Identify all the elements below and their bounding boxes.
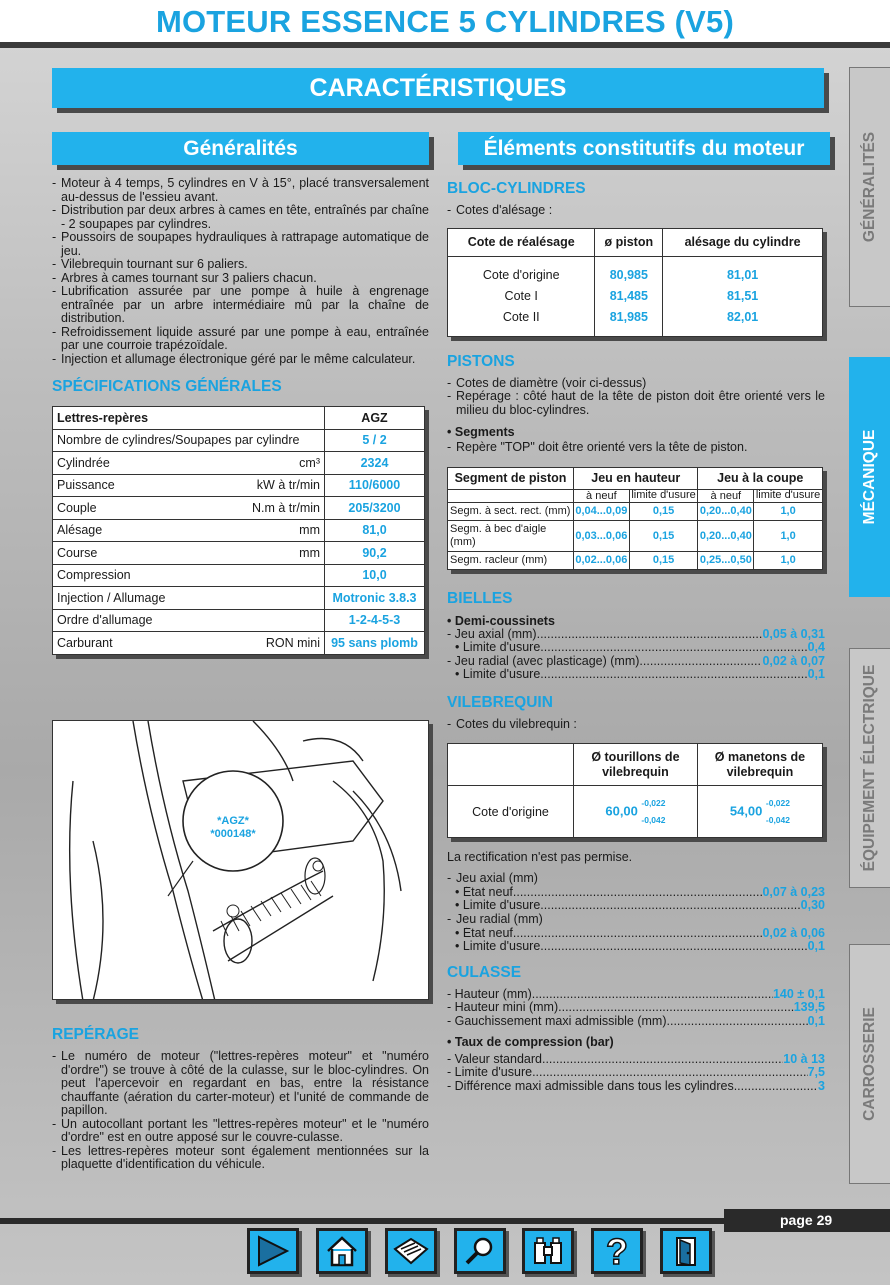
- list-item: - Les lettres-repères moteur sont également mentionnées sur la plaquette d'identification du véhicule.: [52, 1143, 429, 1171]
- list-item: - Distribution par deux arbres à cames en tête, entraînés par chaîne - 2 soupapes par cylindres.: [52, 203, 429, 231]
- specs-table: [52, 406, 425, 655]
- generalites-heading: Généralités: [52, 132, 429, 165]
- table-row: Injection / Allumage Motronic 3.8.3: [53, 587, 425, 610]
- page-title: MOTEUR ESSENCE 5 CYLINDRES (V5): [155, 4, 735, 39]
- table-row: Compression 10,0: [53, 564, 425, 587]
- taux-title: • Taux de compression (bar): [447, 1034, 614, 1049]
- vilebrequin-table: [447, 743, 823, 838]
- left-column: [52, 177, 429, 655]
- table-row: à neuf limite d'usure à neuf limite d'usure: [448, 489, 823, 502]
- binoculars-icon: [530, 1235, 566, 1267]
- svg-text:?: ?: [606, 1233, 628, 1269]
- leader-line: - Jeu axial (mm) ..... 0,05 à 0,31: [447, 628, 825, 642]
- next-arrow-icon: [255, 1235, 291, 1267]
- list-item: - Jeu axial (mm): [447, 871, 538, 886]
- help-button[interactable]: [591, 1228, 643, 1274]
- section-title: CARACTÉRISTIQUES: [52, 68, 824, 108]
- list-item: - Jeu radial (mm): [447, 912, 543, 927]
- table-row: Cote d'origine 60,00 -0,022 -0,042 54,00 -0,022 -0,042: [448, 786, 823, 838]
- document-button[interactable]: [385, 1228, 437, 1274]
- segments-table: [447, 467, 823, 570]
- tab-equipement-electrique[interactable]: ÉQUIPEMENT ÉLECTRIQUE: [849, 648, 890, 888]
- binoculars-button[interactable]: [522, 1228, 574, 1274]
- leader-line: - Valeur standard ..... 10 à 13: [447, 1053, 825, 1067]
- list-item: - Repérage : côté haut de la tête de piston doit être orienté vers le milieu du bloc-cylindres.: [447, 389, 825, 417]
- table-row: Cylindrée cm³ 2324: [53, 452, 425, 475]
- table-row: Segm. racleur (mm) 0,02...0,06 0,15 0,25...0,50 1,0: [448, 551, 823, 569]
- culasse-heading: CULASSE: [447, 963, 522, 981]
- leader-line: - Gauchissement maxi admissible (mm) ..... 0,1: [447, 1015, 825, 1029]
- list-item: - Injection et allumage électronique géré par le même calculateur.: [52, 351, 416, 366]
- vilebrequin-heading: VILEBREQUIN: [447, 693, 553, 711]
- leader-line: - Différence maxi admissible dans tous les cylindres ..... 3: [447, 1080, 825, 1094]
- home-icon: [324, 1235, 360, 1267]
- leader-line: • État neuf ..... 0,02 à 0,06: [447, 927, 825, 941]
- table-row: Alésage mm 81,0: [53, 519, 425, 542]
- engine-photo: [52, 720, 429, 1000]
- help-icon: [599, 1233, 635, 1269]
- bloc-table: [447, 228, 823, 337]
- leader-line: • Limite d'usure ..... 0,1: [447, 940, 825, 954]
- list-item: - Refroidissement liquide assuré par une pompe à eau, entraînée par une courroie trapézoïdale.: [52, 324, 429, 352]
- leader-line: • Limite d'usure ..... 0,1: [447, 668, 825, 682]
- table-row: Couple N.m à tr/min 205/3200: [53, 497, 425, 520]
- table-row: Segm. à bec d'aigle (mm) 0,03...0,06 0,15 0,20...0,40 1,0: [448, 520, 823, 551]
- table-row: Segm. à sect. rect. (mm) 0,04...0,09 0,15 0,20...0,40 1,0: [448, 502, 823, 520]
- specs-heading: SPÉCIFICATIONS GÉNÉRALES: [52, 378, 282, 395]
- exit-button[interactable]: [660, 1228, 712, 1274]
- table-row: Ordre d'allumage 1-2-4-5-3: [53, 609, 425, 632]
- list-item: - Le numéro de moteur ("lettres-repères moteur" et "numéro d'ordre") se trouve à côté de la culasse, sur le bloc-cylindres. On peut l'apercevoir en regardant en bas, entre la résistance chauffante (aération du carter-moteur) et l'unité de commande de papillon.: [52, 1049, 429, 1117]
- tab-carrosserie[interactable]: CARROSSERIE: [849, 944, 890, 1184]
- list-item: - Moteur à 4 temps, 5 cylindres en V à 15°, placé transversalement au-dessus de l'essieu avant.: [52, 176, 429, 204]
- table-row: Nombre de cylindres/Soupapes par cylindre 5 / 2: [53, 429, 425, 452]
- table-row: Ø tourillons de vilebrequin Ø manetons de vilebrequin: [448, 744, 823, 786]
- leader-line: • Limite d'usure ..... 0,30: [447, 899, 825, 913]
- document-icon: [391, 1235, 431, 1267]
- table-row: Course mm 90,2: [53, 542, 425, 565]
- list-item: - Un autocollant portant les "lettres-repères moteur" et le "numéro d'ordre" est en outre apposé sur le couvre-culasse.: [52, 1116, 429, 1144]
- right-column: [447, 180, 825, 1093]
- table-row: Cote d'origine Cote I Cote II 80,985 81,485 81,985 81,01 81,51 82,01: [448, 256, 823, 336]
- leader-line: - Limite d'usure ..... 7,5: [447, 1066, 825, 1080]
- table-row: Segment de piston Jeu en hauteur Jeu à la coupe: [448, 467, 823, 489]
- header-divider: [0, 42, 890, 48]
- pistons-heading: PISTONS: [447, 352, 515, 370]
- list-item: - Arbres à cames tournant sur 3 paliers chacun.: [52, 270, 317, 285]
- search-icon: [462, 1235, 498, 1267]
- list-item: - Lubrification assurée par une pompe à huile à engrenage entraînée par un arbre intermédiaire mû par la chaîne de distribution.: [52, 284, 429, 325]
- leader-line: - Jeu radial (avec plasticage) (mm) ..... 0,02 à 0,07: [447, 655, 825, 669]
- bielles-heading: BIELLES: [447, 589, 513, 607]
- tab-generalites[interactable]: GÉNÉRALITÉS: [849, 67, 890, 307]
- page-number: page 29: [724, 1209, 890, 1232]
- segments-title: • Segments: [447, 425, 515, 439]
- search-button[interactable]: [454, 1228, 506, 1274]
- segments-note: - Repère "TOP" doit être orienté vers la tête de piston.: [447, 440, 748, 454]
- table-row: Lettres-repères AGZ: [53, 407, 425, 430]
- table-row: Puissance kW à tr/min 110/6000: [53, 474, 425, 497]
- bloc-intro: - Cotes d'alésage :: [447, 203, 553, 217]
- engine-drawing: [53, 721, 429, 1000]
- leader-line: • Limite d'usure ..... 0,4: [447, 641, 825, 655]
- table-row: Cote de réalésage ø piston alésage du cylindre: [448, 228, 823, 256]
- leader-line: • État neuf ..... 0,07 à 0,23: [447, 886, 825, 900]
- leader-line: - Hauteur (mm) ..... 140 ± 0,1: [447, 988, 825, 1002]
- list-item: - Poussoirs de soupapes hydrauliques à rattrapage automatique de jeu.: [52, 230, 429, 258]
- engine-code-label: *AGZ* *000148*: [210, 815, 256, 840]
- bloc-heading: BLOC-CYLINDRES: [447, 180, 586, 197]
- list-item: - Vilebrequin tournant sur 6 paliers.: [52, 257, 248, 271]
- vilebrequin-note: La rectification n'est pas permise.: [447, 850, 633, 865]
- elements-heading: Éléments constitutifs du moteur: [458, 132, 830, 165]
- exit-door-icon: [668, 1235, 704, 1267]
- tab-mecanique[interactable]: MÉCANIQUE: [849, 357, 890, 597]
- home-button[interactable]: [316, 1228, 368, 1274]
- list-item: - Cotes de diamètre (voir ci-dessus): [447, 375, 647, 390]
- next-button[interactable]: [247, 1228, 299, 1274]
- generalites-list: [52, 177, 429, 366]
- table-row: Carburant RON mini 95 sans plomb: [53, 632, 425, 655]
- vilebrequin-intro: - Cotes du vilebrequin :: [447, 716, 577, 731]
- reperage-heading: REPÉRAGE: [52, 1026, 139, 1043]
- reperage-section: [52, 1018, 429, 1172]
- bielles-sub: • Demi-coussinets: [447, 613, 555, 628]
- leader-line: - Hauteur mini (mm) ..... 139,5: [447, 1001, 825, 1015]
